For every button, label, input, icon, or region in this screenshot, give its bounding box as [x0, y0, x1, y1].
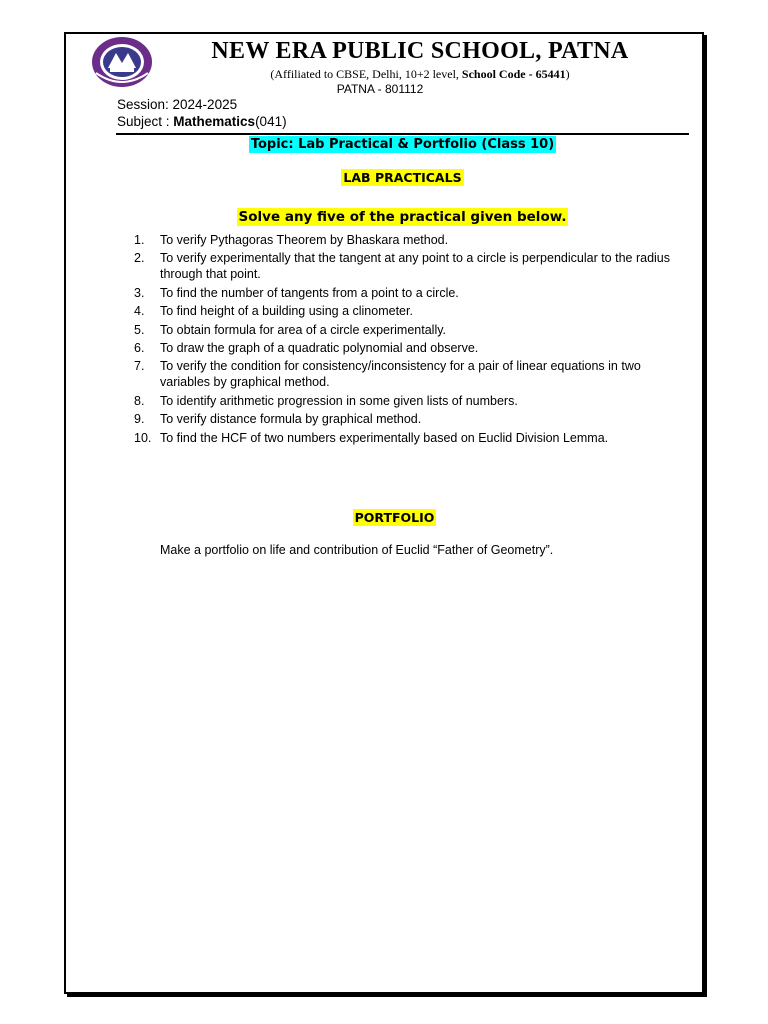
list-item [134, 340, 674, 356]
portfolio-heading [108, 510, 681, 525]
subject-code: (041) [255, 114, 287, 129]
item-text: To draw the graph of a quadratic polynomial and observe. [160, 340, 479, 355]
item-number: 7. [134, 359, 145, 374]
item-number: 6. [134, 340, 145, 355]
list-item [134, 250, 674, 282]
item-text: To verify the condition for consistency/inconsistency for a pair of linear equations in two variables by graphical method. [160, 359, 641, 390]
item-text: To verify Pythagoras Theorem by Bhaskara method. [160, 233, 449, 247]
affiliation-suffix: ) [565, 67, 570, 81]
list-item [134, 358, 674, 390]
pin-line: PATNA - 801112 [336, 82, 424, 96]
item-text: To find the HCF of two numbers experimentally based on Euclid Division Lemma. [160, 430, 609, 445]
item-text: To identify arithmetic progression in some given lists of numbers. [160, 393, 518, 408]
topic-text: Topic: Lab Practical & Portfolio (Class 10) [250, 137, 555, 152]
item-number: 5. [134, 322, 145, 337]
list-item [134, 411, 674, 427]
item-number: 4. [134, 304, 145, 319]
item-number: 8. [134, 393, 145, 408]
practicals-list [134, 232, 674, 448]
subject-label: Subject : [117, 114, 174, 129]
list-item [134, 232, 674, 248]
list-item [134, 285, 674, 301]
topic-title [116, 137, 689, 152]
subject-name: Mathematics [173, 114, 256, 129]
header-divider [116, 133, 689, 135]
affiliation-prefix: (Affiliated to CBSE, Delhi, 10+2 level, [270, 67, 462, 81]
item-number: 2. [134, 251, 145, 266]
list-item [134, 322, 674, 338]
school-code: School Code - 65441 [461, 67, 566, 81]
instruction-text: Solve any five of the practical given below. [238, 209, 567, 225]
item-number: 3. [134, 285, 145, 300]
item-text: To find height of a building using a clinometer. [160, 304, 413, 319]
subject-line [117, 114, 287, 129]
list-item [134, 430, 674, 446]
list-item [134, 393, 674, 409]
affiliation-line [160, 67, 680, 82]
school-crest-icon [90, 35, 154, 89]
school-name: NEW ERA PUBLIC SCHOOL, PATNA [211, 38, 629, 64]
item-number: 1. [134, 233, 145, 247]
portfolio-text: Make a portfolio on life and contribution of Euclid “Father of Geometry”. [160, 543, 554, 557]
item-text: To verify experimentally that the tangent at any point to a circle is perpendicular to the radius through that point. [160, 251, 671, 282]
item-text: To verify distance formula by graphical method. [160, 412, 422, 427]
item-number: 9. [134, 412, 145, 427]
list-item [134, 303, 674, 319]
session-line: Session: 2024-2025 [117, 97, 238, 112]
lab-heading-text: LAB PRACTICALS [343, 170, 462, 185]
item-number: 10. [134, 430, 152, 445]
lab-practicals-heading [116, 170, 689, 185]
item-text: To find the number of tangents from a point to a circle. [160, 285, 459, 300]
item-text: To obtain formula for area of a circle experimentally. [160, 322, 447, 337]
portfolio-heading-text: PORTFOLIO [354, 510, 435, 525]
lab-instruction [116, 209, 689, 225]
